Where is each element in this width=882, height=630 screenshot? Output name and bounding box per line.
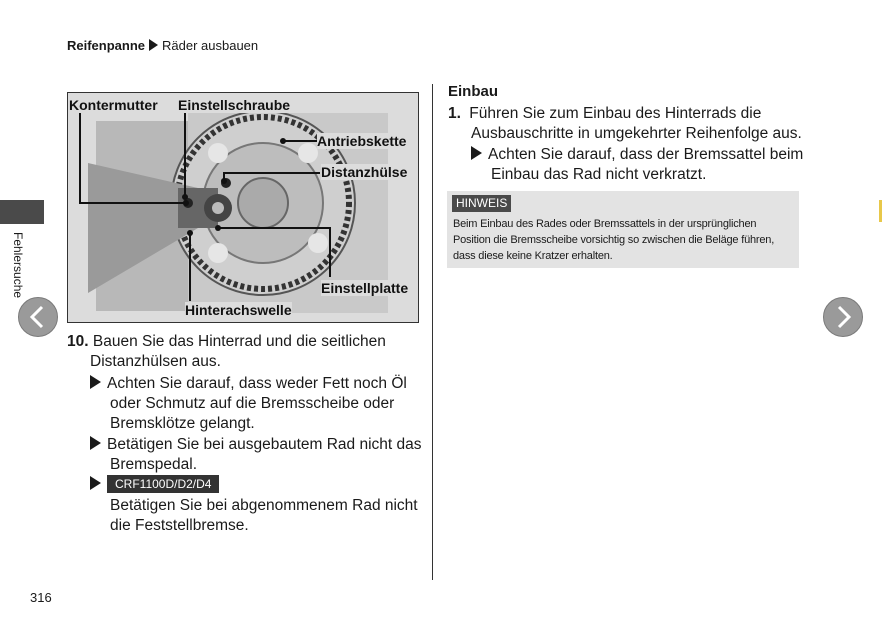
step-number: 10. xyxy=(67,333,89,350)
page-number: 316 xyxy=(30,590,52,605)
previous-page-button[interactable] xyxy=(18,297,58,337)
label-einstellschraube: Einstellschraube xyxy=(178,97,291,113)
note-line: oder Schmutz auf die Bremsscheibe oder xyxy=(110,395,395,412)
note-line: die Feststellbremse. xyxy=(110,517,249,534)
label-kontermutter: Kontermutter xyxy=(69,97,158,113)
hinweis-line: Beim Einbau des Rades oder Bremssattels in der ursprünglichen xyxy=(453,218,757,230)
step-10 xyxy=(67,332,386,352)
einbau-step-1 xyxy=(448,104,761,124)
einbau-note xyxy=(471,145,803,165)
section-tab-marker[interactable] xyxy=(0,200,44,224)
hinweis-line: dass diese keine Kratzer erhalten. xyxy=(453,250,613,262)
chevron-left-icon xyxy=(19,298,57,336)
label-distanzhuelse: Distanzhülse xyxy=(321,164,408,180)
arrow-bullet-icon xyxy=(90,375,101,389)
breadcrumb-page[interactable]: Räder ausbauen xyxy=(162,38,259,53)
rear-wheel-illustration xyxy=(67,92,419,323)
arrow-bullet-icon xyxy=(471,146,482,160)
label-einstellplatte: Einstellplatte xyxy=(321,280,409,296)
hinweis-text xyxy=(453,216,795,264)
label-hinterachswelle: Hinterachswelle xyxy=(185,302,292,318)
breadcrumb xyxy=(67,38,258,53)
note-line: Bremspedal. xyxy=(110,456,198,473)
einbau-line2: Ausbauschritte in umgekehrter Reihenfolge aus. xyxy=(471,125,802,142)
note-line: Einbau das Rad nicht verkratzt. xyxy=(491,166,707,183)
column-divider xyxy=(432,84,433,580)
label-antriebskette: Antriebskette xyxy=(317,133,407,149)
breadcrumb-arrow-icon xyxy=(149,39,158,51)
note-line: Achten Sie darauf, dass der Bremssattel beim xyxy=(488,146,804,163)
note-line: Achten Sie darauf, dass weder Fett noch Öl xyxy=(107,375,407,392)
step-text: Führen Sie zum Einbau des Hinterrads die xyxy=(469,105,762,122)
note-line: Betätigen Sie bei ausgebautem Rad nicht das xyxy=(107,436,422,453)
arrow-bullet-icon xyxy=(90,436,101,450)
arrow-bullet-icon xyxy=(90,476,101,490)
step-number: 1. xyxy=(448,105,461,122)
step-10-line2: Distanzhülsen aus. xyxy=(90,353,221,370)
model-badge: CRF1100D/D2/D4 xyxy=(107,475,219,493)
section-tab-label[interactable]: Fehlersuche xyxy=(11,232,25,299)
note-line: Bremsklötze gelangt. xyxy=(110,415,255,432)
note-model xyxy=(90,475,219,495)
next-page-button[interactable] xyxy=(823,297,863,337)
note-brake-pedal xyxy=(90,435,422,455)
breadcrumb-section[interactable]: Reifenpanne xyxy=(67,38,146,53)
hinweis-box xyxy=(447,191,799,268)
chevron-right-icon xyxy=(824,298,862,336)
hinweis-tag: HINWEIS xyxy=(452,195,511,212)
note-line: Betätigen Sie bei abgenommenem Rad nicht xyxy=(110,497,418,514)
hinweis-line: Position die Bremsscheibe vorsichtig so zwischen die Beläge führen, xyxy=(453,234,775,246)
step-text: Bauen Sie das Hinterrad und die seitlichen xyxy=(92,333,386,350)
note-grease xyxy=(90,374,407,394)
einbau-heading: Einbau xyxy=(448,83,499,100)
